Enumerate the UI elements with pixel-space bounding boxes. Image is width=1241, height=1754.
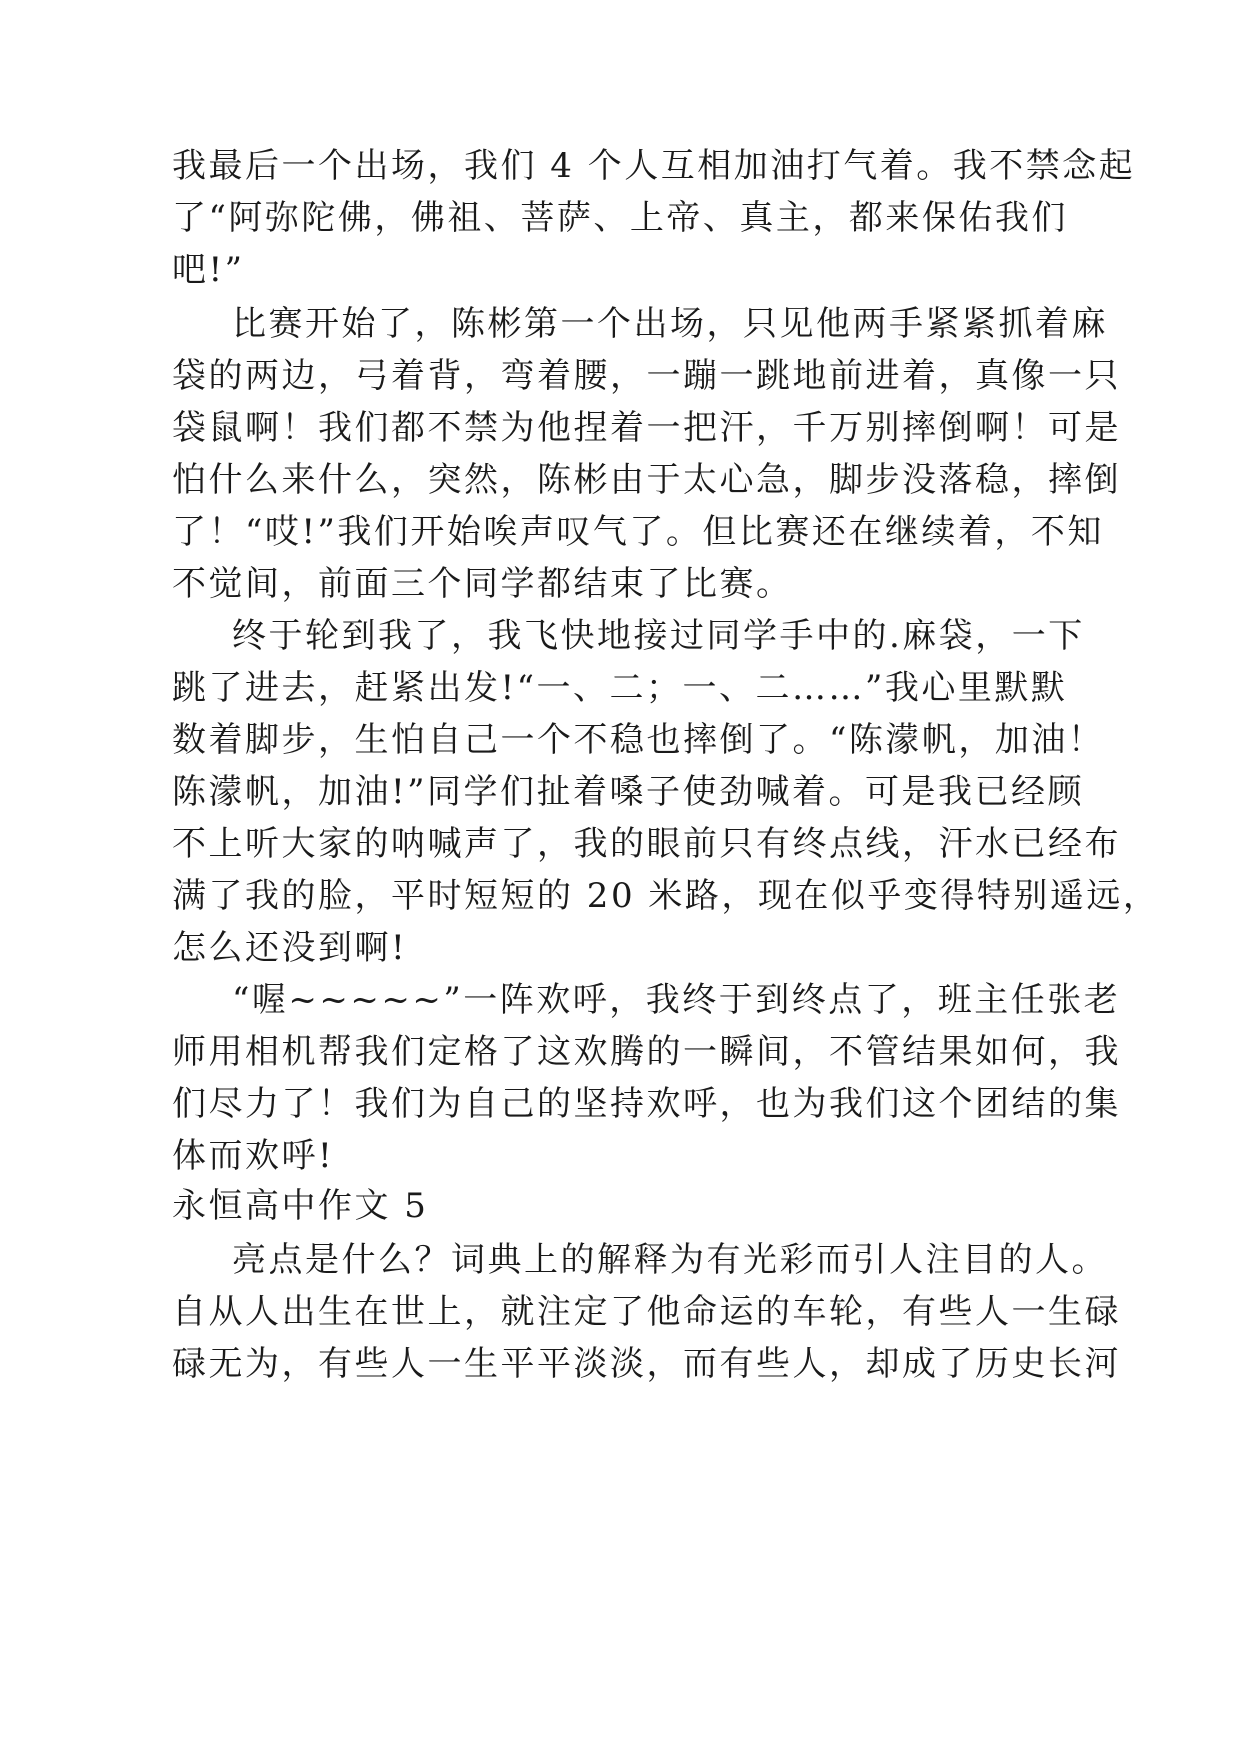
text-line: 跳了进去，赶紧出发!“一、二；一、二……”我心里默默	[172, 668, 1068, 708]
text-line: 数着脚步，生怕自己一个不稳也摔倒了。“陈濛帆，加油！	[172, 720, 1105, 760]
text-line: 体而欢呼!	[172, 1136, 335, 1176]
text-line: 不上听大家的呐喊声了，我的眼前只有终点线，汗水已经布	[172, 824, 1121, 864]
text-line: 怕什么来什么，突然，陈彬由于太心急，脚步没落稳，摔倒	[172, 460, 1121, 500]
section-heading: 永恒高中作文 5	[172, 1186, 429, 1226]
text-line: “喔~~~~~”一阵欢呼，我终于到终点了，班主任张老	[232, 980, 1121, 1020]
text-line: 师用相机帮我们定格了这欢腾的一瞬间，不管结果如何，我	[172, 1032, 1121, 1072]
text-line: 了！“哎!”我们开始唉声叹气了。但比赛还在继续着，不知	[172, 512, 1104, 552]
text-line: 我最后一个出场，我们 4 个人互相加油打气着。我不禁念起	[172, 146, 1136, 186]
text-line: 不觉间，前面三个同学都结束了比赛。	[172, 564, 793, 604]
text-line: 满了我的脸，平时短短的 20 米路，现在似乎变得特别遥远，	[172, 876, 1160, 916]
text-line: 比赛开始了，陈彬第一个出场，只见他两手紧紧抓着麻	[232, 304, 1108, 344]
text-line: 吧!”	[172, 250, 245, 290]
text-line: 碌无为，有些人一生平平淡淡，而有些人，却成了历史长河	[172, 1344, 1121, 1384]
text-line: 怎么还没到啊!	[172, 928, 408, 968]
text-line: 袋的两边，弓着背，弯着腰，一蹦一跳地前进着，真像一只	[172, 356, 1121, 396]
text-line: 们尽力了！我们为自己的坚持欢呼，也为我们这个团结的集	[172, 1084, 1121, 1124]
text-line: 亮点是什么？词典上的解释为有光彩而引人注目的人。	[232, 1240, 1108, 1280]
text-line: 袋鼠啊！我们都不禁为他捏着一把汗，千万别摔倒啊！可是	[172, 408, 1121, 448]
text-line: 陈濛帆，加油!”同学们扯着嗓子使劲喊着。可是我已经顾	[172, 772, 1085, 812]
text-line: 自从人出生在世上，就注定了他命运的车轮，有些人一生碌	[172, 1292, 1121, 1332]
text-line: 了“阿弥陀佛，佛祖、菩萨、上帝、真主，都来保佑我们	[172, 198, 1068, 238]
text-line: 终于轮到我了，我飞快地接过同学手中的.麻袋，一下	[232, 616, 1085, 656]
